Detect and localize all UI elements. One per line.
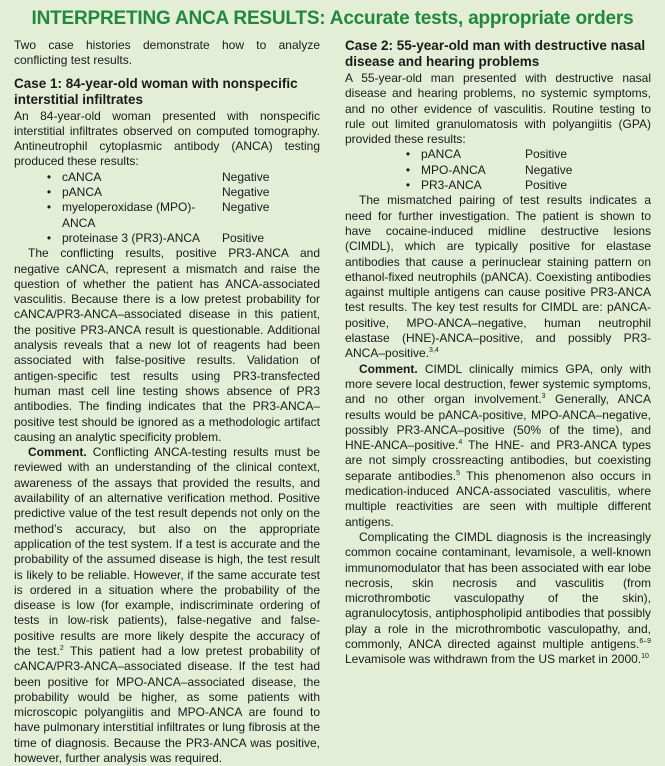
- case1-comment: Comment. Conflicting ANCA-testing results must be reviewed with an understanding of the clinical context, awareness of the assays that provided the results, and availability of an alternative verification method. Positive predictive value of the test result depends not only on the method’s accuracy, but also on the appropriate application of the test system. If a test is accurate and the probability of the assumed disease is high, the test result is likely to be reliable. However, if the same accurate test is ordered in a situation where the probability of the disease is low (for example, indiscriminate ordering of tests in low-risk patients), false-negative and false-positive results are more likely despite the accuracy of the test.$^2$ This patient had a low pretest probability of cANCA/PR3-ANCA–associated disease. If the test had been positive for MPO-ANCA–associated disease, the probability would be higher, as some patients with microscopic polyangiitis and MPO-ANCA are found to have pulmonary interstitial infiltrates or lung fibrosis at the time of diagnosis. Because the PR3-ANCA was positive, however, further analysis was required.: [14, 445, 320, 766]
- two-column-body: [14, 38, 651, 766]
- comment-label: Comment.: [359, 361, 418, 376]
- bullet-icon: •: [405, 147, 411, 162]
- case1-heading: Case 1: 84-year-old woman with nonspecific interstitial infiltrates: [14, 75, 298, 107]
- case2-paragraph-2: The mismatched pairing of test results indicates a need for further investigation. The patient is shown to have cocaine-induced midline destructive lesions (CIMDL), which are typically positive for elastase antibodies that cause a perinuclear staining pattern on ethanol-fixed neutrophils (pANCA). Coexisting antibodies against multiple antigens can cause positive PR3-ANCA test results. The key test results for CIMDL are: pANCA-positive, MPO-ANCA–negative, human neutrophil elastase (HNE)-ANCA–positive, and possibly PR3-ANCA–positive.$^{3,4}$: [345, 193, 651, 361]
- reference-marker: 2: [59, 644, 64, 652]
- bullet-icon: •: [46, 169, 52, 184]
- reference-marker: 10: [641, 653, 649, 661]
- intro-paragraph: Two case histories demonstrate how to analyze conflicting test results.: [14, 38, 320, 68]
- bullet-icon: •: [405, 162, 411, 177]
- reference-marker: 6–9: [639, 637, 651, 645]
- list-item: • pANCA Positive: [345, 147, 651, 162]
- reference-marker: 3: [541, 393, 546, 401]
- bullet-icon: •: [46, 200, 52, 215]
- list-item: • PR3-ANCA Positive: [345, 178, 651, 193]
- list-item: • pANCA Negative: [14, 185, 320, 200]
- case2-paragraph-1: A 55-year-old man presented with destructive nasal disease and hearing problems, no systemic symptoms, and no other evidence of vasculitis. Routine testing to rule out limited granulomatosis with polyangiitis (GPA) provided these results:: [345, 71, 651, 147]
- reference-marker: 3,4: [429, 347, 439, 355]
- box-title: INTERPRETING ANCA RESULTS: Accurate tests, appropriate orders: [31, 8, 634, 29]
- case2-comment: Comment. CIMDL clinically mimics GPA, only with more severe local destruction, fewer systemic symptoms, and no other organ involvement.$^3$ Generally, ANCA results would be pANCA-positive, MPO-ANCA–negative, possibly PR3-ANCA–positive (50% of the time), and HNE-ANCA–positive.$^4$ The HNE- and PR3-ANCA types are not simply crossreacting antibodies, but coexisting separate antibodies.$^5$ This phenomenon also occurs in medication-induced ANCA-associated vasculitis, where multiple reactivities are seen with multiple different antigens.: [345, 361, 652, 529]
- case1-paragraph-1: An 84-year-old woman presented with nonspecific interstitial infiltrates observed on computed tomography. Antineutrophil cytoplasmic antibody (ANCA) testing produced these results:: [14, 108, 320, 169]
- case1-results-list: [14, 170, 320, 246]
- list-item: • cANCA Negative: [14, 170, 320, 185]
- bullet-icon: •: [46, 230, 52, 245]
- case2-heading: Case 2: 55-year-old man with destructive nasal disease and hearing problems: [345, 38, 646, 69]
- comment-label: Comment.: [28, 445, 87, 460]
- left-column: [14, 38, 320, 766]
- list-item: • MPO-ANCA Negative: [345, 163, 651, 178]
- reference-marker: 4: [458, 439, 463, 447]
- bullet-icon: •: [405, 178, 411, 193]
- case1-paragraph-2: The conflicting results, positive PR3-ANCA and negative cANCA, represent a mismatch and raise the question of whether the patient has ANCA-associated vasculitis. Because there is a low pretest probability for cANCA/PR3-ANCA–associated disease in this patient, the positive PR3-ANCA result is questionable. Additional analysis reveals that a new lot of reagents had been associated with false-positive results. Validation of antigen-specific test results using PR3-transfected human mast cell line testing shows absence of PR3 antibodies. The finding indicates that the PR3-ANCA–positive test should be ignored as a methodologic artifact causing an analytic specificity problem.: [14, 246, 320, 444]
- case2-results-list: [345, 147, 651, 193]
- list-item: • proteinase 3 (PR3)-ANCA Positive: [14, 231, 320, 246]
- reference-marker: 5: [456, 469, 461, 477]
- case2-paragraph-3: Complicating the CIMDL diagnosis is the increasingly common cocaine contaminant, levamisole, a well-known immunomodulator that has been associated with ear lobe necrosis, skin necrosis and vasculitis (from microthrombotic vasculopathy of the skin), agranulocytosis, antiphospholipid antibodies that possibly play a role in the microthrombotic vasculopathy, and, commonly, ANCA directed against multiple antigens.$^{6-9}$ Levamisole was withdrawn from the US market in 2000.10: [345, 529, 651, 667]
- right-column: [345, 38, 651, 766]
- list-item: • myeloperoxidase (MPO)-ANCA Negative: [14, 200, 320, 231]
- bullet-icon: •: [46, 185, 52, 200]
